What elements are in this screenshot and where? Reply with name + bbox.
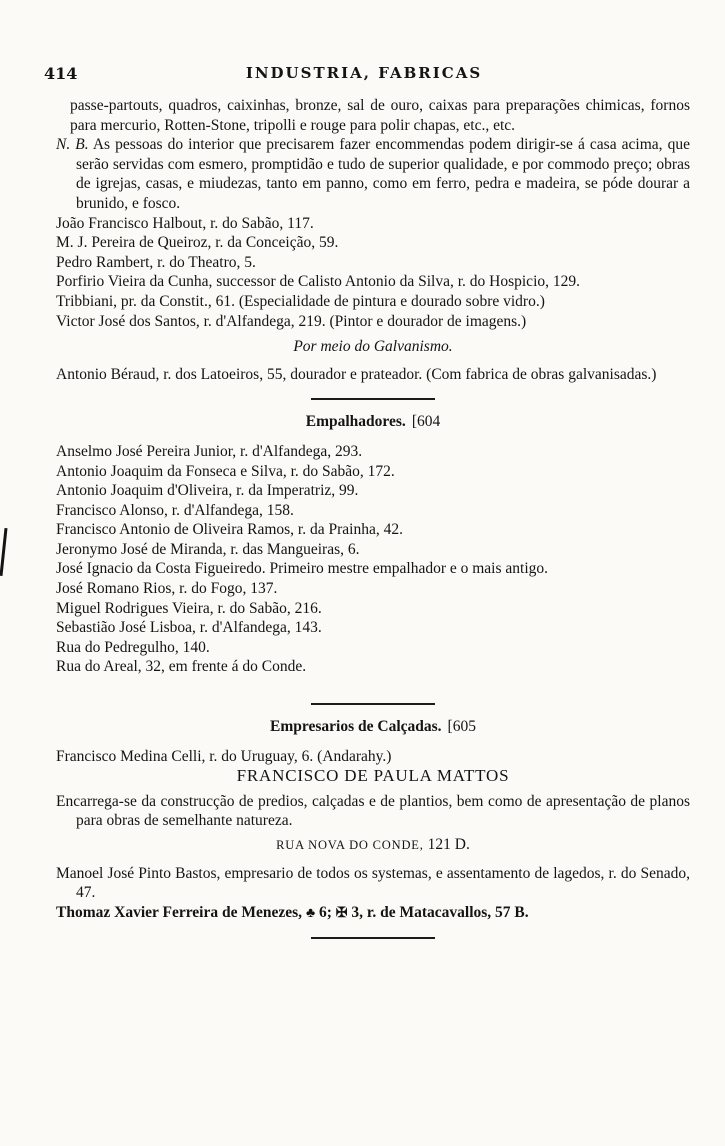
list-item: Antonio Joaquim d'Oliveira, r. da Imperatriz, 99. bbox=[56, 482, 359, 500]
list-item: Anselmo José Pereira Junior, r. d'Alfandega, 293. bbox=[56, 442, 363, 460]
nb-text: As pessoas do interior que precisarem fazer encommendas podem dirigir-se á casa acima, que serão servidas com esmero, promptidão e tudo de superior qualidade, e por commodo preço; obras de igrejas, casas, e miudezas, tanto em panno, como em ferro, pedra e madeira, se póde dourar a brunido, e fosco. bbox=[76, 136, 690, 212]
list-item: Miguel Rodrigues Vieira, r. do Sabão, 216. bbox=[56, 599, 322, 617]
list-item: Jeronymo José de Miranda, r. das Mangueiras, 6. bbox=[56, 540, 360, 558]
galvanism-subtitle: Por meio do Galvanismo. bbox=[293, 338, 453, 356]
section-code: [605 bbox=[447, 718, 476, 736]
section-divider bbox=[311, 937, 435, 939]
advert-address bbox=[56, 835, 690, 856]
list-item: Pedro Rambert, r. do Theatro, 5. bbox=[56, 253, 256, 271]
list-item: Porfirio Vieira da Cunha, successor de Calisto Antonio da Silva, r. do Hospicio, 129. bbox=[56, 273, 580, 291]
club-icon: ♣ bbox=[305, 905, 316, 921]
section-heading-empresarios bbox=[56, 717, 690, 737]
advert-street: RUA NOVA DO CONDE, bbox=[276, 838, 424, 852]
entry-number: 6; bbox=[319, 903, 332, 921]
running-title: INDUSTRIA, FABRICAS bbox=[245, 64, 483, 82]
list-item: Tribbiani, pr. da Constit., 61. (Especialidade de pintura e dourado sobre vidro.) bbox=[56, 292, 545, 310]
nb-note bbox=[56, 135, 690, 213]
list-item: Antonio Béraud, r. dos Latoeiros, 55, dourador e prateador. (Com fabrica de obras galvanisadas.) bbox=[56, 365, 657, 383]
list-item: Rua do Areal, 32, em frente á do Conde. bbox=[56, 658, 307, 676]
list-item: Victor José dos Santos, r. d'Alfandega, 219. (Pintor e dourador de imagens.) bbox=[56, 312, 527, 330]
section-gap bbox=[56, 677, 690, 689]
list-item: José Romano Rios, r. do Fogo, 137. bbox=[56, 580, 278, 598]
section-title: Empalhadores. bbox=[305, 413, 406, 431]
list-item: Sebastião José Lisboa, r. d'Alfandega, 143. bbox=[56, 619, 322, 637]
section-divider bbox=[311, 398, 435, 400]
section-code: [604 bbox=[411, 413, 441, 431]
page-number: 414 bbox=[44, 64, 78, 83]
list-item: Antonio Joaquim da Fonseca e Silva, r. do Sabão, 172. bbox=[56, 462, 395, 480]
page-header bbox=[44, 64, 684, 88]
margin-mark bbox=[0, 528, 8, 576]
list-item: M. J. Pereira de Queiroz, r. da Conceição, 59. bbox=[56, 234, 339, 252]
list-item: Francisco Medina Celli, r. do Uruguay, 6. (Andarahy.) bbox=[56, 747, 392, 765]
list-item: João Francisco Halbout, r. do Sabão, 117. bbox=[56, 214, 314, 232]
section-divider bbox=[311, 703, 435, 705]
entry-address: r. de Matacavallos, 57 B. bbox=[366, 903, 529, 921]
nb-label: N. B. bbox=[56, 136, 89, 154]
intro-continuation: passe-partouts, quadros, caixinhas, bronze, sal de ouro, caixas para preparações chimicas, fornos para mercurio, Rotten-Stone, tripolli e rouge para polir chapas, etc., etc. bbox=[70, 97, 690, 134]
page-content bbox=[56, 96, 690, 951]
cross-icon: ✠ bbox=[335, 905, 348, 921]
advert-name: FRANCISCO DE PAULA MATTOS bbox=[236, 766, 510, 786]
section-title: Empresarios de Calçadas. bbox=[270, 718, 442, 736]
list-item: Francisco Alonso, r. d'Alfandega, 158. bbox=[56, 501, 294, 519]
list-item: José Ignacio da Costa Figueiredo. Primeiro mestre empalhador e o mais antigo. bbox=[56, 560, 549, 578]
list-item-last bbox=[56, 903, 690, 924]
entry-name: Thomaz Xavier Ferreira de Menezes, bbox=[56, 903, 303, 921]
list-item: Francisco Antonio de Oliveira Ramos, r. da Prainha, 42. bbox=[56, 521, 403, 539]
list-item: Rua do Pedregulho, 140. bbox=[56, 638, 210, 656]
list-item: Manoel José Pinto Bastos, empresario de todos os systemas, e assentamento de lagedos, r. do Senado, 47. bbox=[56, 864, 690, 902]
entry-number: 3, bbox=[351, 903, 364, 921]
section-heading-empalhadores bbox=[56, 412, 690, 432]
advert-text: Encarrega-se da construcção de predios, calçadas e de plantios, bem como de apresentação de planos para obras de semelhante natureza. bbox=[56, 792, 690, 830]
advert-street-number: 121 D. bbox=[427, 836, 470, 853]
